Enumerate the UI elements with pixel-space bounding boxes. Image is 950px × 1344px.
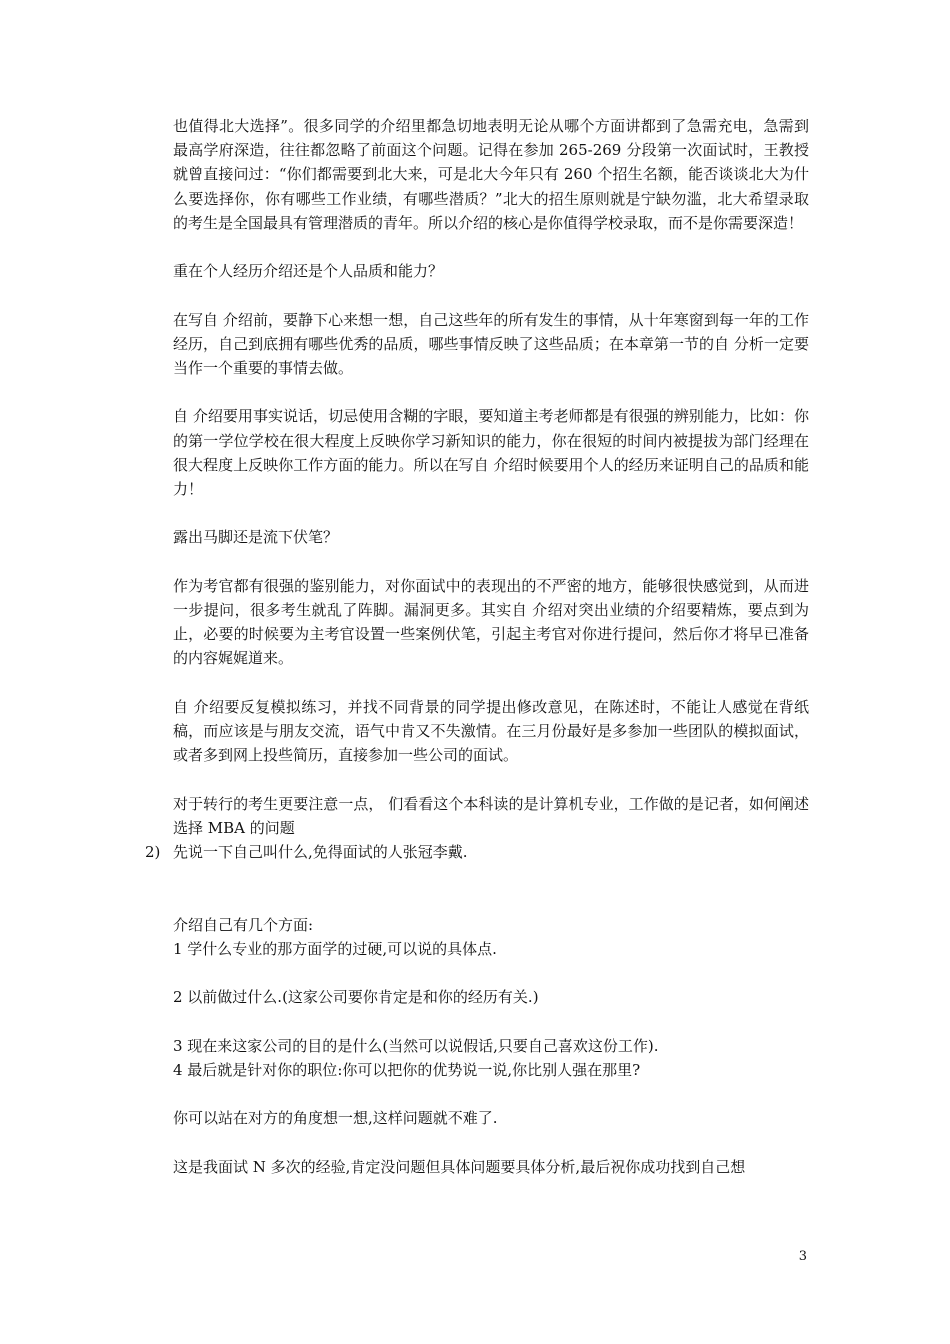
paragraph-3: 自 介绍要用事实说话，切忌使用含糊的字眼，要知道主考老师都是有很强的辨别能力，比如：你的第一学位学校在很大程度上反映你学习新知识的能力，你在很短的时间内被提拔为部门经理在很大程度上反映你工作方面的能力。所以在写自 介绍时候要用个人的经历来证明自己的品质和能力！ [173,407,809,498]
point-4: 4 最后就是针对你的职位:你可以把你的优势说一说,你比别人强在那里? [173,1060,641,1079]
tip-paragraph: 你可以站在对方的角度想一想,这样问题就不难了. [173,1109,498,1128]
paragraph-1: 也值得北大选择”。很多同学的介绍里都急切地表明无论从哪个方面讲都到了急需充电，急需到最高学府深造，往往都忽略了前面这个问题。记得在参加 265-269 分段第一次面试时，王教授就曾直接问过：“你们都需要到北大来，可是北大今年只有 260 个招生名额，能否谈谈北大为什么要选择你，你有哪些工作业绩，有哪些潜质？”北大的招生原则就是宁缺勿滥，北大希望录取的考生是全国最具有管理潜质的青年。所以介绍的核心是你值得学校录取，而不是你需要深造！ [173,117,809,232]
heading-foreshadowing: 露出马脚还是流下伏笔？ [173,528,339,547]
page-number: 3 [798,1249,807,1264]
paragraph-4: 作为考官都有很强的鉴别能力，对你面试中的表现出的不严密的地方，能够很快感觉到，从而进一步提问，很多考生就乱了阵脚。漏洞更多。其实自 介绍对突出业绩的介绍要精炼，要点到为止，必要的时候要为主考官设置一些案例伏笔，引起主考官对你进行提问，然后你才将早已准备的内容娓娓道来。 [173,576,809,668]
document-body [145,114,809,1179]
point-1: 1 学什么专业的那方面学的过硬,可以说的具体点. [173,939,497,958]
paragraph-6: 对于转行的考生更要注意一点， 们看看这个本科读的是计算机专业，工作做的是记者，如何阐述选择 MBA 的问题 [173,794,809,837]
heading-personal-experience: 重在个人经历介绍还是个人品质和能力？ [173,262,444,281]
section-intro: 介绍自己有几个方面: [173,915,314,934]
list-marker: 2) [145,842,161,861]
paragraph-2: 在写自 介绍前，要静下心来想一想，自己这些年的所有发生的事情，从十年寒窗到每一年的工作经历，自己到底拥有哪些优秀的品质，哪些事情反映了这些品质；在本章第一节的自 分析一定要当作一个重要的事情去做。 [173,310,809,377]
list-item-2 [145,840,809,864]
point-2: 2 以前做过什么.(这家公司要你肯定是和你的经历有关.) [173,988,539,1007]
point-3: 3 现在来这家公司的目的是什么(当然可以说假话,只要自己喜欢这份工作). [173,1036,659,1055]
paragraph-5: 自 介绍要反复模拟练习，并找不同背景的同学提出修改意见，在陈述时，不能让人感觉在背纸稿，而应该是与朋友交流，语气中肯又不失激情。在三月份最好是多参加一些团队的模拟面试，或者多到网上投些简历，直接参加一些公司的面试。 [173,697,809,765]
closing-paragraph: 这是我面试 N 多次的经验,肯定没问题但具体问题要具体分析,最后祝你成功找到自己想 [173,1157,746,1176]
list-item-text: 先说一下自己叫什么,免得面试的人张冠李戴. [173,842,468,861]
blank-line [173,888,809,912]
